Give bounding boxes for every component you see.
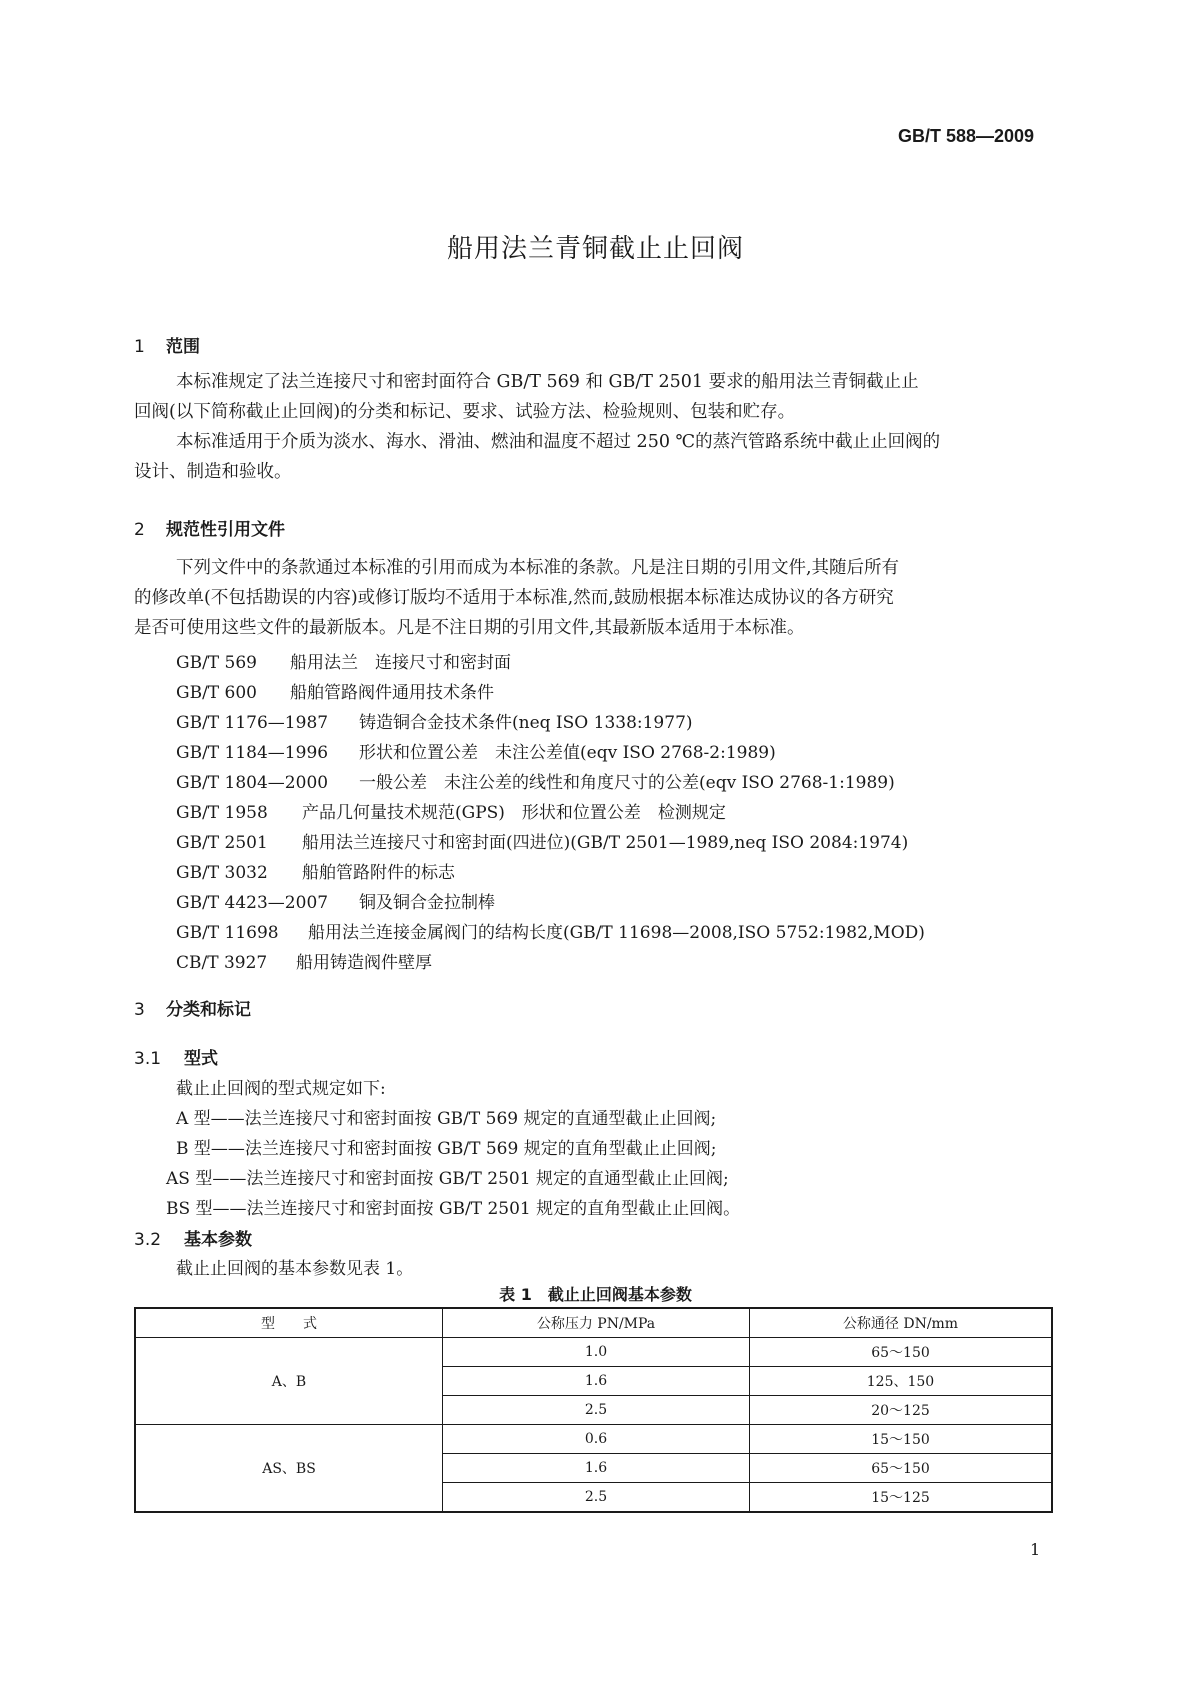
diameter-cell: 125、150 [750,1367,1053,1396]
reference-code: GB/T 3032 [176,863,268,883]
subsection-3-2-heading [134,1225,252,1250]
reference-item [176,738,776,763]
reference-title: 船用法兰连接金属阀门的结构长度(GB/T 11698—2008,ISO 5752:1982,MOD) [308,923,925,943]
paragraph-line: 本标准规定了法兰连接尺寸和密封面符合 GB/T 569 和 GB/T 2501 要求的船用法兰青铜截止止 [176,372,919,392]
paragraph-line: 设计、制造和验收。 [134,462,292,482]
pressure-cell: 0.6 [443,1425,750,1454]
paragraph-line: 本标准适用于介质为淡水、海水、滑油、燃油和温度不超过 250 ℃的蒸汽管路系统中截止止回阀的 [176,432,941,452]
pressure-cell: 2.5 [443,1483,750,1512]
page-number: 1 [1030,1540,1041,1559]
paragraph-line: 下列文件中的条款通过本标准的引用而成为本标准的条款。凡是注日期的引用文件,其随后所有 [176,558,900,578]
reference-item [176,828,908,853]
section-title: 规范性引用文件 [166,520,285,540]
reference-title: 船舶管路附件的标志 [302,863,455,883]
standard-code: GB/T 588—2009 [898,126,1035,146]
reference-code: GB/T 4423—2007 [176,893,329,913]
reference-code: CB/T 3927 [176,953,268,973]
subsection-number: 3.2 [134,1230,162,1250]
type-definition: B 型——法兰连接尺寸和密封面按 GB/T 569 规定的直角型截止止回阀; [176,1139,717,1159]
table-header-cell: 公称压力 PN/MPa [443,1308,750,1338]
pressure-cell: 1.0 [443,1338,750,1367]
section-3-heading [134,995,251,1020]
type-cell: AS、BS [135,1425,443,1512]
reference-code: GB/T 1804—2000 [176,773,329,793]
reference-title: 船用铸造阀件壁厚 [296,953,432,973]
section-2-heading [134,515,285,540]
reference-code: GB/T 1958 [176,803,268,823]
subsection-3-1-heading [134,1044,218,1069]
reference-item [176,948,432,973]
section-number: 2 [134,520,145,540]
basic-parameters-table [134,1307,1053,1513]
section-number: 3 [134,1000,145,1020]
subsection-title: 基本参数 [184,1230,252,1250]
pressure-cell: 1.6 [443,1367,750,1396]
table-row [135,1425,1052,1454]
subsection-number: 3.1 [134,1049,162,1069]
reference-code: GB/T 569 [176,653,257,673]
subsection-title: 型式 [184,1049,218,1069]
type-definition: A 型——法兰连接尺寸和密封面按 GB/T 569 规定的直通型截止止回阀; [176,1109,717,1129]
diameter-cell: 15～125 [750,1483,1053,1512]
diameter-cell: 65～150 [750,1454,1053,1483]
table-row [135,1338,1052,1367]
paragraph-line: 回阀(以下简称截止止回阀)的分类和标记、要求、试验方法、检验规则、包装和贮存。 [134,402,796,422]
reference-item [176,798,726,823]
diameter-cell: 15～150 [750,1425,1053,1454]
reference-title: 船用法兰 连接尺寸和密封面 [290,653,511,673]
reference-item [176,888,495,913]
type-definition: AS 型——法兰连接尺寸和密封面按 GB/T 2501 规定的直通型截止止回阀; [166,1169,729,1189]
paragraph-line: 截止止回阀的型式规定如下: [176,1079,386,1099]
table-header-row [135,1308,1052,1338]
reference-item [176,858,455,883]
document-title: 船用法兰青铜截止止回阀 [446,234,744,264]
reference-title: 一般公差 未注公差的线性和角度尺寸的公差(eqv ISO 2768-1:1989) [359,773,895,793]
reference-code: GB/T 1184—1996 [176,743,329,763]
section-title: 分类和标记 [166,1000,251,1020]
paragraph-line: 的修改单(不包括勘误的内容)或修订版均不适用于本标准,然而,鼓励根据本标准达成协议的各方研究 [134,588,894,608]
reference-item [176,648,511,673]
table-caption: 表 1 截止止回阀基本参数 [499,1285,692,1304]
reference-item [176,918,925,943]
reference-title: 船用法兰连接尺寸和密封面(四进位)(GB/T 2501—1989,neq ISO 2084:1974) [302,833,909,853]
section-title: 范围 [166,337,200,357]
reference-code: GB/T 600 [176,683,257,703]
diameter-cell: 20～125 [750,1396,1053,1425]
reference-title: 船舶管路阀件通用技术条件 [290,683,494,703]
reference-title: 形状和位置公差 未注公差值(eqv ISO 2768-2:1989) [359,743,776,763]
reference-code: GB/T 11698 [176,923,279,943]
reference-title: 铜及铜合金拉制棒 [359,893,495,913]
reference-title: 铸造铜合金技术条件(neq ISO 1338:1977) [359,713,693,733]
reference-item [176,708,693,733]
type-definition: BS 型——法兰连接尺寸和密封面按 GB/T 2501 规定的直角型截止止回阀。 [166,1199,741,1219]
diameter-cell: 65～150 [750,1338,1053,1367]
table-header-cell: 型 式 [135,1308,443,1338]
reference-code: GB/T 1176—1987 [176,713,329,733]
paragraph-line: 是否可使用这些文件的最新版本。凡是不注日期的引用文件,其最新版本适用于本标准。 [134,618,805,638]
type-cell: A、B [135,1338,443,1425]
reference-item [176,678,494,703]
reference-item [176,768,895,793]
reference-code: GB/T 2501 [176,833,268,853]
paragraph-line: 截止止回阀的基本参数见表 1。 [176,1259,414,1279]
reference-title: 产品几何量技术规范(GPS) 形状和位置公差 检测规定 [302,803,726,823]
section-1-heading [134,332,200,357]
section-number: 1 [134,337,145,357]
pressure-cell: 2.5 [443,1396,750,1425]
pressure-cell: 1.6 [443,1454,750,1483]
table-header-cell: 公称通径 DN/mm [750,1308,1053,1338]
